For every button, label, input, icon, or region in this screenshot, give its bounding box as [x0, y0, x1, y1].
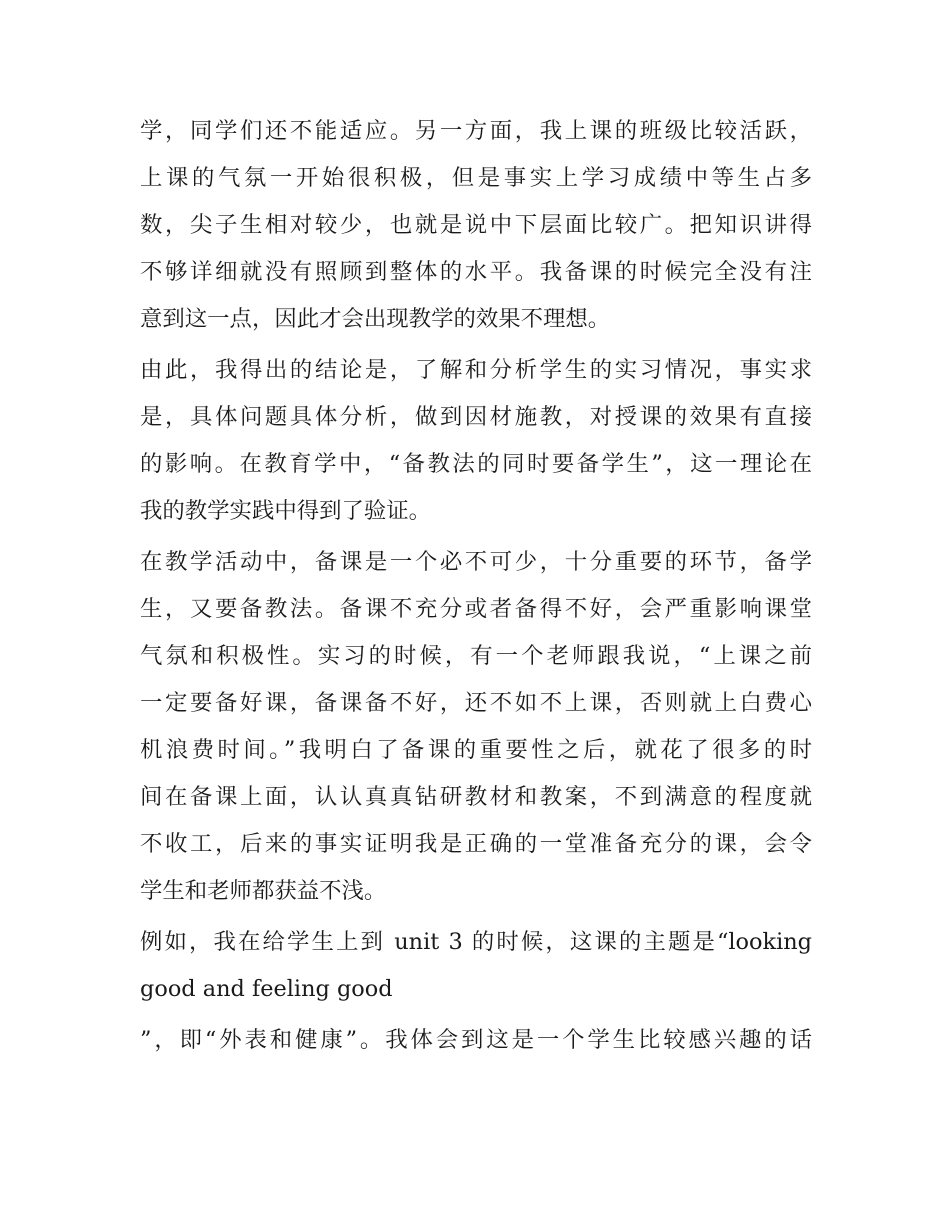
text-line: 我的教学实践中得到了验证。 — [140, 498, 432, 524]
text-line: 机浪费时间。”我明白了备课的重要性之后，就花了很多的时 — [140, 737, 812, 763]
text-line: 例如，我在给学生上到 unit 3 的时候，这课的主题是“looking — [140, 929, 812, 955]
text-line: 的影响。在教育学中，“备教法的同时要备学生”，这一理论在 — [140, 451, 812, 477]
paragraph — [140, 539, 812, 915]
body-text — [140, 108, 812, 1064]
text-line: 一定要备好课，备课备不好，还不如不上课，否则就上白费心 — [140, 690, 812, 716]
text-line: 上课的气氛一开始很积极，但是事实上学习成绩中等生占多 — [140, 165, 812, 191]
text-line: 意到这一点，因此才会出现教学的效果不理想。 — [140, 306, 611, 332]
text-line: 学生和老师都获益不浅。 — [140, 878, 387, 904]
paragraph — [140, 919, 812, 1013]
paragraph — [140, 108, 812, 343]
text-line: 学，同学们还不能适应。另一方面，我上课的班级比较活跃， — [140, 118, 812, 144]
text-line: 不收工，后来的事实证明我是正确的一堂准备充分的课，会令 — [140, 831, 812, 857]
paragraph — [140, 347, 812, 535]
text-line: ”，即“外表和健康”。我体会到这是一个学生比较感兴趣的话 — [140, 1027, 812, 1053]
text-line: 是，具体问题具体分析，做到因材施教，对授课的效果有直接 — [140, 404, 812, 430]
text-line: good and feeling good — [140, 976, 393, 1002]
text-line: 数，尖子生相对较少，也就是说中下层面比较广。把知识讲得 — [140, 212, 812, 238]
text-line: 由此，我得出的结论是，了解和分析学生的实习情况，事实求 — [140, 357, 812, 383]
text-line: 生，又要备教法。备课不充分或者备得不好，会严重影响课堂 — [140, 596, 812, 622]
text-line: 不够详细就没有照顾到整体的水平。我备课的时候完全没有注 — [140, 259, 812, 285]
text-line: 在教学活动中，备课是一个必不可少，十分重要的环节，备学 — [140, 549, 812, 575]
paragraph — [140, 1017, 812, 1064]
text-line: 气氛和积极性。实习的时候，有一个老师跟我说，“上课之前 — [140, 643, 812, 669]
text-line: 间在备课上面，认认真真钻研教材和教案，不到满意的程度就 — [140, 784, 812, 810]
